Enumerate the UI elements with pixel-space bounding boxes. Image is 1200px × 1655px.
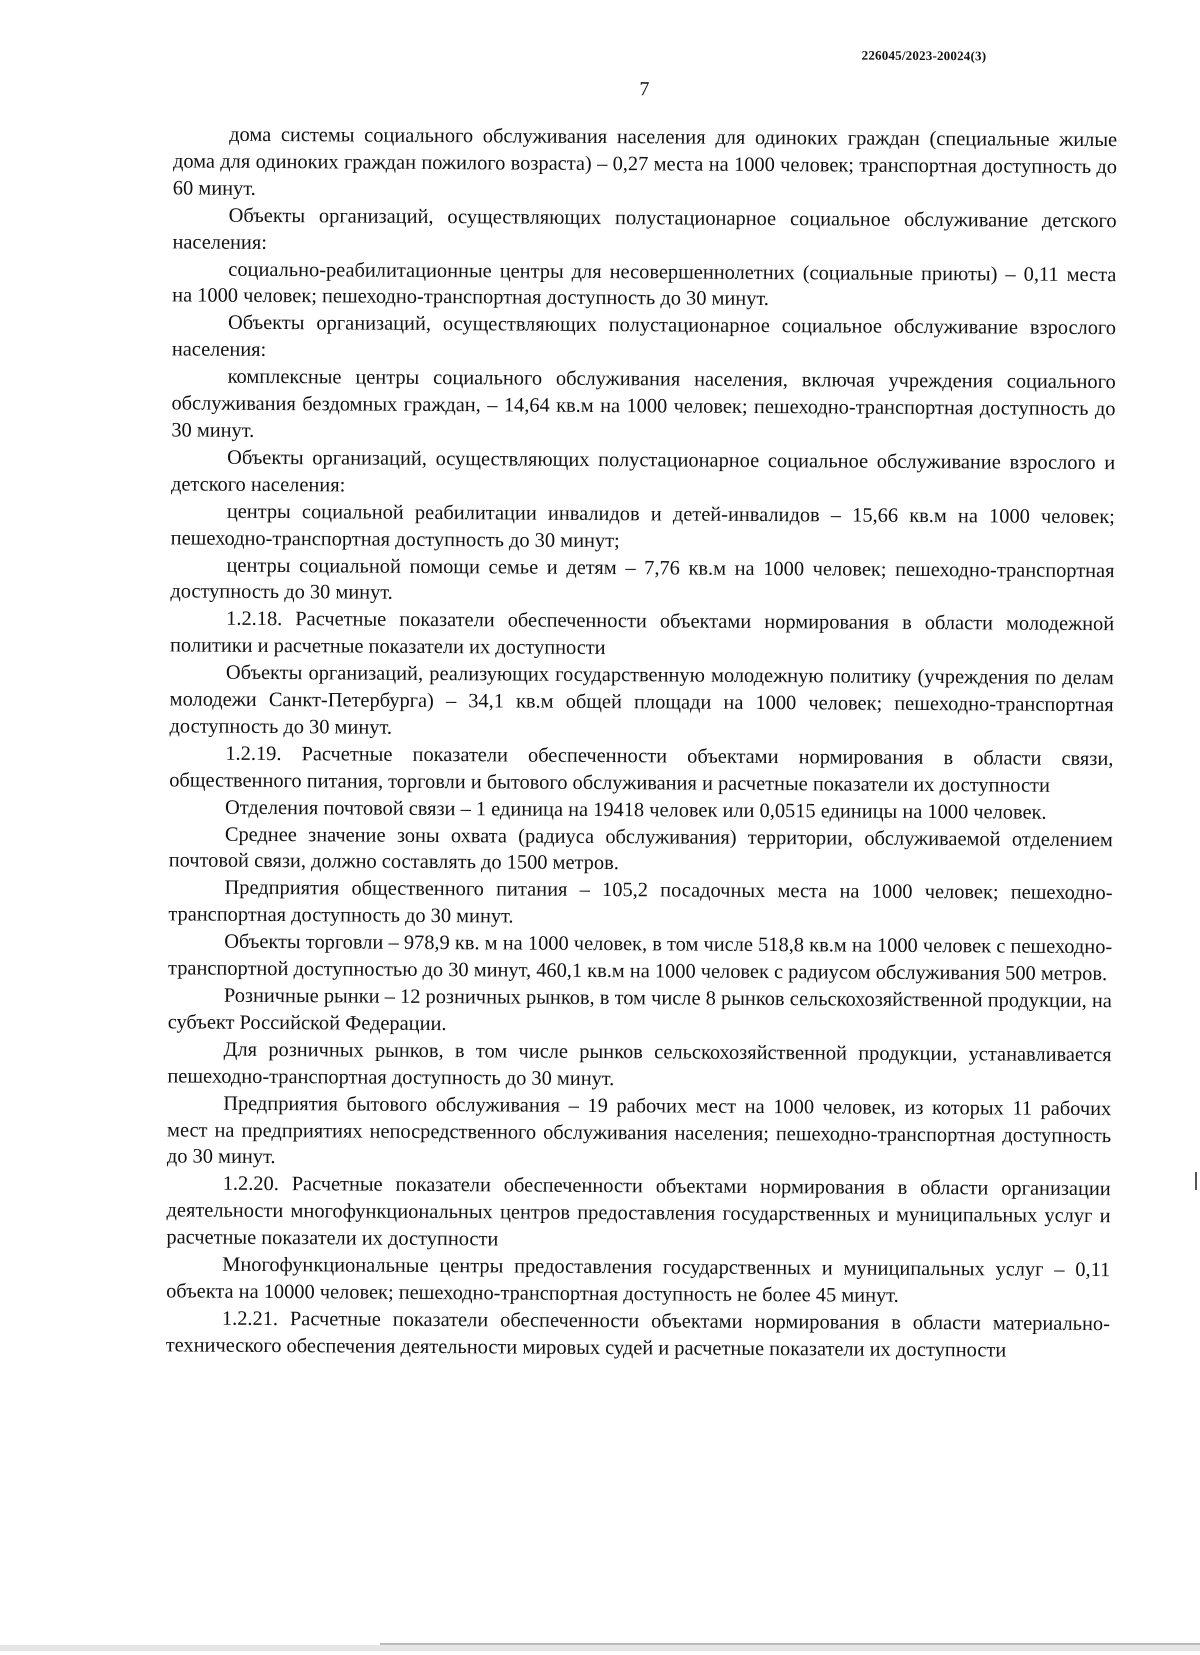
paragraph: комплексные центры социального обслуживания населения, включая учреждения социального обслуживания бездомных граждан, – 14,64 кв.м на 1000 человек; пешеходно-транспортная доступность до 30 минут. xyxy=(171,365,1116,442)
paragraph: центры социальной помощи семье и детям – 7,76 кв.м на 1000 человек; пешеходно-транспортная доступность до 30 минут. xyxy=(170,554,1115,605)
paragraph: Многофункциональные центры предоставления государственных и муниципальных услуг – 0,11 объекта на 10000 человек; пешеходно-транспортная доступность не более 45 минут. xyxy=(166,1253,1111,1307)
section-heading-1-2-21: 1.2.21. Расчетные показатели обеспеченности объектами нормирования в области материально-технического обеспечения деятельности мировых судей и расчетные показатели их доступности xyxy=(165,1307,1110,1362)
paragraph: Предприятия общественного питания – 105,2 посадочных места на 1000 человек; пешеходно-транспортная доступность до 30 минут. xyxy=(168,877,1113,928)
scan-bottom-edge-line xyxy=(380,1643,1200,1645)
scan-bottom-edge xyxy=(0,1645,1200,1651)
document-body xyxy=(166,121,1118,1364)
paragraph: Объекты организаций, реализующих государственную молодежную политику (учреждения по делам молодежи Санкт-Петербурга) – 34,1 кв.м общей площади на 1000 человек; пешеходно-транспортная доступность до 30 минут. xyxy=(169,661,1114,739)
paragraph: Объекты организаций, осуществляющих полустационарное социальное обслуживание взрослого и детского населения: xyxy=(170,446,1116,497)
paragraph: Отделения почтовой связи – 1 единица на 19418 человек или 0,0515 единицы на 1000 человек. xyxy=(224,796,1047,824)
paragraph: дома системы социального обслуживания населения для одиноких граждан (специальные жилые дома для одиноких граждан пожилого возраста) – 0,27 места на 1000 человек; транспортная доступность до 60 минут. xyxy=(172,123,1118,200)
paragraph: Для розничных рынков, в том числе рынков сельскохозяйственной продукции, устанавливается пешеходно-транспортная доступность до 30 минут. xyxy=(167,1038,1112,1090)
paragraph: Предприятия бытового обслуживания – 19 рабочих мест на 1000 человек, из которых 11 рабочих мест на предприятиях непосредственного обслуживания населения; пешеходно-транспортная доступность до 30 минут. xyxy=(166,1092,1112,1169)
paragraph: социально-реабилитационные центры для несовершеннолетних (социальные приюты) – 0,11 места на 1000 человек; пешеходно-транспортная доступность до 30 минут. xyxy=(172,258,1117,311)
page-number: 7 xyxy=(639,78,650,101)
paragraph: Розничные рынки – 12 розничных рынков, в том числе 8 рынков сельскохозяйственной продукции, на субъект Российской Федерации. xyxy=(167,984,1112,1035)
section-heading-1-2-20: 1.2.20. Расчетные показатели обеспеченности объектами нормирования в области организации деятельности многофункциональных центров предоставления государственных и муниципальных услуг и расчетные показатели их доступности xyxy=(166,1173,1111,1251)
section-heading-1-2-19: 1.2.19. Расчетные показатели обеспеченности объектами нормирования в области связи, общественного питания, торговли и бытового обслуживания и расчетные показатели их доступности xyxy=(169,742,1114,797)
paragraph: Среднее значение зоны охвата (радиуса обслуживания) территории, обслуживаемой отделением почтовой связи, должно составлять до 1500 метров. xyxy=(168,823,1113,875)
paragraph: центры социальной реабилитации инвалидов и детей-инвалидов – 15,66 кв.м на 1000 человек; пешеходно-транспортная доступность до 30 минут; xyxy=(170,500,1115,552)
paragraph: Объекты организаций, осуществляющих полустационарное социальное обслуживание детского населения: xyxy=(172,204,1117,254)
paragraph: Объекты торговли – 978,9 кв. м на 1000 человек, в том числе 518,8 кв.м на 1000 человек с пешеходно-транспортной доступностью до 30 минут, 460,1 кв.м на 1000 человек с радиусом обслуживания 500 метров. xyxy=(168,930,1113,986)
paragraph: Объекты организаций, осуществляющих полустационарное социальное обслуживание взрослого населения: xyxy=(171,312,1117,362)
scan-artifact-mark xyxy=(1195,1172,1197,1190)
document-number: 226045/2023-20024(3) xyxy=(861,47,987,64)
section-heading-1-2-18: 1.2.18. Расчетные показатели обеспеченности объектами нормирования в области молодежной политики и расчетные показатели их доступности xyxy=(169,608,1115,660)
